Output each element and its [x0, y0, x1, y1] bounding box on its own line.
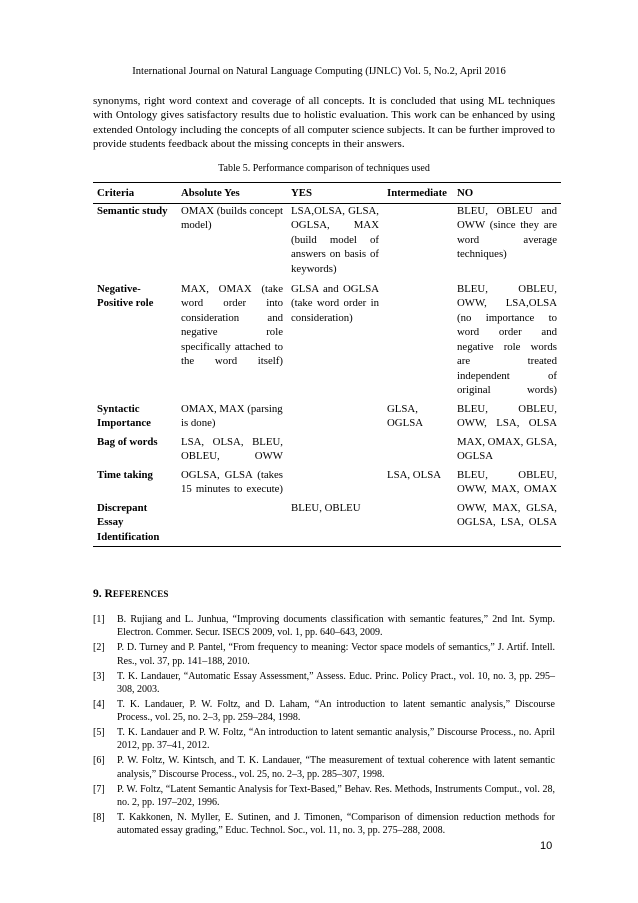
table-caption: Table 5. Performance comparison of techniques used — [218, 163, 430, 174]
reference-item — [93, 726, 555, 753]
absolute-yes-cell: OMAX (builds concept model) — [181, 204, 283, 231]
column-header-no: NO — [453, 183, 561, 204]
criteria-cell: Syntactic Importance — [97, 402, 151, 429]
intermediate-cell — [383, 282, 453, 402]
table-header-row — [93, 183, 561, 204]
yes-cell: LSA,OLSA, GLSA, OGLSA, MAX (build model of answers on basis of keywords) — [291, 204, 379, 275]
no-cell: MAX, OMAX, GLSA, OGLSA — [457, 435, 557, 462]
reference-number: [6] — [93, 755, 105, 767]
journal-header: International Journal on Natural Language Computing (IJNLC) Vol. 5, No.2, April 2016 — [132, 66, 506, 77]
column-header-absolute-yes: Absolute Yes — [177, 183, 287, 204]
table-row — [93, 435, 561, 468]
no-cell: BLEU, OBLEU, OWW, LSA,OLSA (no importance to word order and negative role words are treated independent of original words) — [457, 282, 557, 396]
references-heading — [93, 588, 169, 600]
yes-cell — [287, 435, 383, 468]
table-row — [93, 282, 561, 402]
yes-cell — [287, 468, 383, 501]
reference-number: [2] — [93, 642, 105, 654]
intermediate-cell — [383, 501, 453, 547]
intermediate-cell — [383, 203, 453, 282]
table-row — [93, 468, 561, 501]
reference-text: T. K. Landauer, P. W. Foltz, and D. Laham, “An introduction to latent semantic analysis,” Discourse Process., vol. 25, no. 2–3, pp. 259–284, 1998. — [117, 698, 555, 724]
page-number: 10 — [540, 840, 553, 852]
reference-number: [7] — [93, 783, 105, 795]
reference-number: [4] — [93, 698, 105, 710]
criteria-cell: Discrepant Essay Identification — [93, 501, 177, 547]
reference-item — [93, 670, 555, 697]
intermediate-cell: LSA, OLSA — [387, 468, 441, 481]
reference-text: P. W. Foltz, W. Kintsch, and T. K. Landauer, “The measurement of textual coherence with latent semantic analysis,” Discourse Process., vol. 25, no. 2–3, pp. 285–307, 1998. — [117, 755, 555, 780]
references-section-number: 9. — [93, 588, 102, 600]
table-row — [93, 501, 561, 547]
performance-table — [93, 182, 561, 547]
absolute-yes-cell: LSA, OLSA, BLEU, OBLEU, OWW — [181, 435, 283, 462]
reference-text: T. K. Landauer and P. W. Foltz, “An introduction to latent semantic analysis,” Discourse Process., no. April 2012, pp. 37–41, 2012. — [117, 727, 555, 752]
table-row — [93, 203, 561, 282]
absolute-yes-cell: MAX, OMAX (take word order into consideration and negative role specifically attached to the word itself) — [181, 282, 283, 367]
reference-item — [93, 811, 555, 838]
criteria-cell: Bag of words — [97, 435, 158, 448]
reference-text: B. Rujiang and L. Junhua, “Improving documents classification with semantic features,” 2nd Int. Symp. Electron. Commer. Secur. ISECS 2009, vol. 1, pp. 640–643, 2009. — [117, 614, 555, 639]
reference-number: [5] — [93, 727, 105, 739]
yes-cell: GLSA and OGLSA (take word order in consideration) — [291, 282, 379, 324]
reference-item — [93, 698, 555, 725]
references-title-rest: EFERENCES — [112, 589, 169, 599]
no-cell: BLEU, OBLEU and OWW (since they are word average techniques) — [457, 204, 557, 260]
reference-text: T. K. Landauer, “Automatic Essay Assessment,” Assess. Educ. Princ. Policy Pract., vol. 10, no. 3, pp. 295–308, 2003. — [117, 670, 555, 695]
references-title-initial: R — [104, 588, 113, 600]
criteria-cell: Semantic study — [97, 204, 168, 217]
reference-item — [93, 754, 555, 781]
reference-text: T. Kakkonen, N. Myller, E. Sutinen, and J. Timonen, “Comparison of dimension reduction methods for automated essay grading,” Educ. Technol. Soc., vol. 11, no. 3, pp. 275–288, 2008. — [117, 811, 555, 837]
reference-number: [1] — [93, 614, 105, 625]
body-paragraph: synonyms, right word context and coverage of all concepts. It is concluded that using ML techniques with Ontology gives satisfactory results due to holistic evaluation. This work can be enhanced by using extended Ontology including the concepts of all computer science subjects. It can be further improved to provide students feedback about the missing concepts in their answers. — [93, 95, 555, 150]
criteria-cell: Time taking — [97, 468, 153, 481]
reference-text: P. W. Foltz, “Latent Semantic Analysis for Text-Based,” Behav. Res. Methods, Instruments Comput., vol. 28, no. 2, pp. 197–202, 1996. — [117, 783, 555, 808]
reference-item — [93, 613, 555, 640]
absolute-yes-cell: OMAX, MAX (parsing is done) — [181, 402, 283, 429]
no-cell: OWW, MAX, GLSA, OGLSA, LSA, OLSA — [453, 501, 561, 547]
reference-item — [93, 783, 555, 810]
yes-cell — [287, 402, 383, 435]
yes-cell: BLEU, OBLEU — [287, 501, 383, 547]
column-header-intermediate: Intermediate — [383, 183, 453, 204]
reference-text: P. D. Turney and P. Pantel, “From frequency to meaning: Vector space models of semantics,” J. Artif. Intell. Res., vol. 37, pp. 141–188, 2010. — [117, 642, 555, 667]
criteria-cell: Negative-Positive role — [97, 282, 154, 309]
column-header-criteria: Criteria — [93, 183, 177, 204]
table-row — [93, 402, 561, 435]
no-cell: BLEU, OBLEU, OWW, MAX, OMAX — [457, 468, 557, 495]
reference-number: [8] — [93, 811, 105, 823]
intermediate-cell — [383, 435, 453, 468]
absolute-yes-cell — [177, 501, 287, 547]
absolute-yes-cell: OGLSA, GLSA (takes 15 minutes to execute) — [181, 468, 283, 495]
reference-item — [93, 641, 555, 668]
intermediate-cell: GLSA, OGLSA — [387, 402, 423, 429]
references-list — [93, 613, 555, 839]
reference-number: [3] — [93, 670, 105, 682]
column-header-yes: YES — [287, 183, 383, 204]
no-cell: BLEU, OBLEU, OWW, LSA, OLSA — [457, 402, 557, 429]
